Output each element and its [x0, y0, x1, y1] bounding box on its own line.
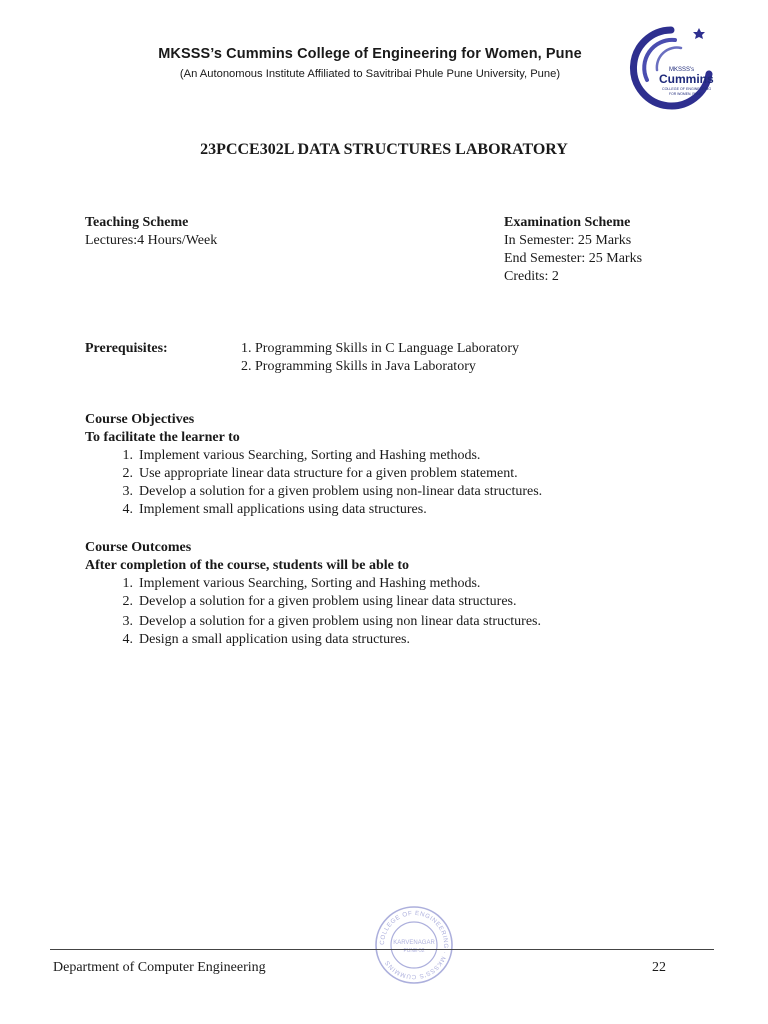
stamp-center-line2: PUNE-52: [403, 948, 425, 954]
exam-in-semester: In Semester: 25 Marks: [504, 233, 632, 248]
list-number: 3.: [122, 614, 133, 629]
course-outcomes-subheading: After completion of the course, students will be able to: [85, 558, 410, 573]
stamp-ring-text: COLLEGE OF ENGINEERING · MKSSS'S CUMMINS: [378, 909, 450, 981]
logo-line2: Cummins: [659, 72, 714, 86]
logo-line1: MKSSS's: [669, 67, 695, 73]
footer-department: Department of Computer Engineering: [53, 960, 266, 975]
list-number: 4.: [122, 502, 133, 517]
list-item: [113, 575, 725, 593]
course-outcomes: [85, 539, 725, 649]
course-outcomes-heading: Course Outcomes: [85, 540, 192, 555]
list-item: [113, 613, 725, 631]
course-objectives-subheading: To facilitate the learner to: [85, 430, 240, 445]
course-objectives: [85, 411, 725, 519]
list-text: Develop a solution for a given problem using non-linear data structures.: [139, 484, 543, 499]
list-item: [113, 483, 725, 501]
list-text: Develop a solution for a given problem using linear data structures.: [139, 594, 517, 609]
list-text: Use appropriate linear data structure for a given problem statement.: [139, 466, 518, 481]
list-number: 2.: [122, 594, 133, 609]
exam-credits: Credits: 2: [504, 269, 559, 284]
course-objectives-heading: Course Objectives: [85, 412, 195, 427]
prerequisite-item: 1. Programming Skills in C Language Laboratory: [241, 341, 520, 356]
institute-affiliation: (An Autonomous Institute Affiliated to Savitribai Phule Pune University, Pune): [179, 68, 561, 80]
stamp-center-line1: KARVENAGAR: [393, 940, 435, 946]
list-text: Develop a solution for a given problem using non linear data structures.: [139, 614, 542, 629]
list-item: [113, 631, 725, 649]
teaching-scheme: [85, 214, 217, 250]
college-logo: [625, 22, 717, 114]
course-objectives-list: [113, 447, 725, 519]
examination-scheme: [504, 214, 642, 286]
list-text: Implement various Searching, Sorting and Hashing methods.: [139, 576, 481, 591]
prerequisites-list: [241, 340, 519, 376]
list-text: Implement various Searching, Sorting and Hashing methods.: [139, 448, 481, 463]
list-number: 4.: [122, 632, 133, 647]
teaching-scheme-heading: Teaching Scheme: [85, 215, 189, 230]
college-stamp: [373, 904, 455, 986]
footer-divider: [50, 949, 714, 950]
list-item: [113, 447, 725, 465]
teaching-scheme-lectures: Lectures:4 Hours/Week: [85, 233, 218, 248]
list-number: 3.: [122, 484, 133, 499]
list-text: Implement small applications using data structures.: [139, 502, 427, 517]
institute-name: MKSSS’s Cummins College of Engineering for Women, Pune: [158, 46, 582, 62]
list-number: 1.: [122, 448, 133, 463]
list-item: [113, 501, 725, 519]
list-text: Design a small application using data structures.: [139, 632, 410, 647]
logo-line3: COLLEGE OF ENGINEERING: [662, 87, 712, 91]
prerequisites-label: Prerequisites:: [85, 341, 168, 356]
list-item: [113, 465, 725, 483]
list-item: [113, 593, 725, 611]
exam-scheme-heading: Examination Scheme: [504, 215, 631, 230]
page-number: 22: [652, 960, 666, 975]
prerequisite-item: 2. Programming Skills in Java Laboratory: [241, 359, 476, 374]
logo-line4: FOR WOMEN, PUNE: [669, 92, 702, 96]
course-outcomes-list: [113, 575, 725, 649]
course-title: 23PCCE302L DATA STRUCTURES LABORATORY: [200, 141, 568, 158]
exam-end-semester: End Semester: 25 Marks: [504, 251, 643, 266]
list-number: 1.: [122, 576, 133, 591]
list-number: 2.: [122, 466, 133, 481]
